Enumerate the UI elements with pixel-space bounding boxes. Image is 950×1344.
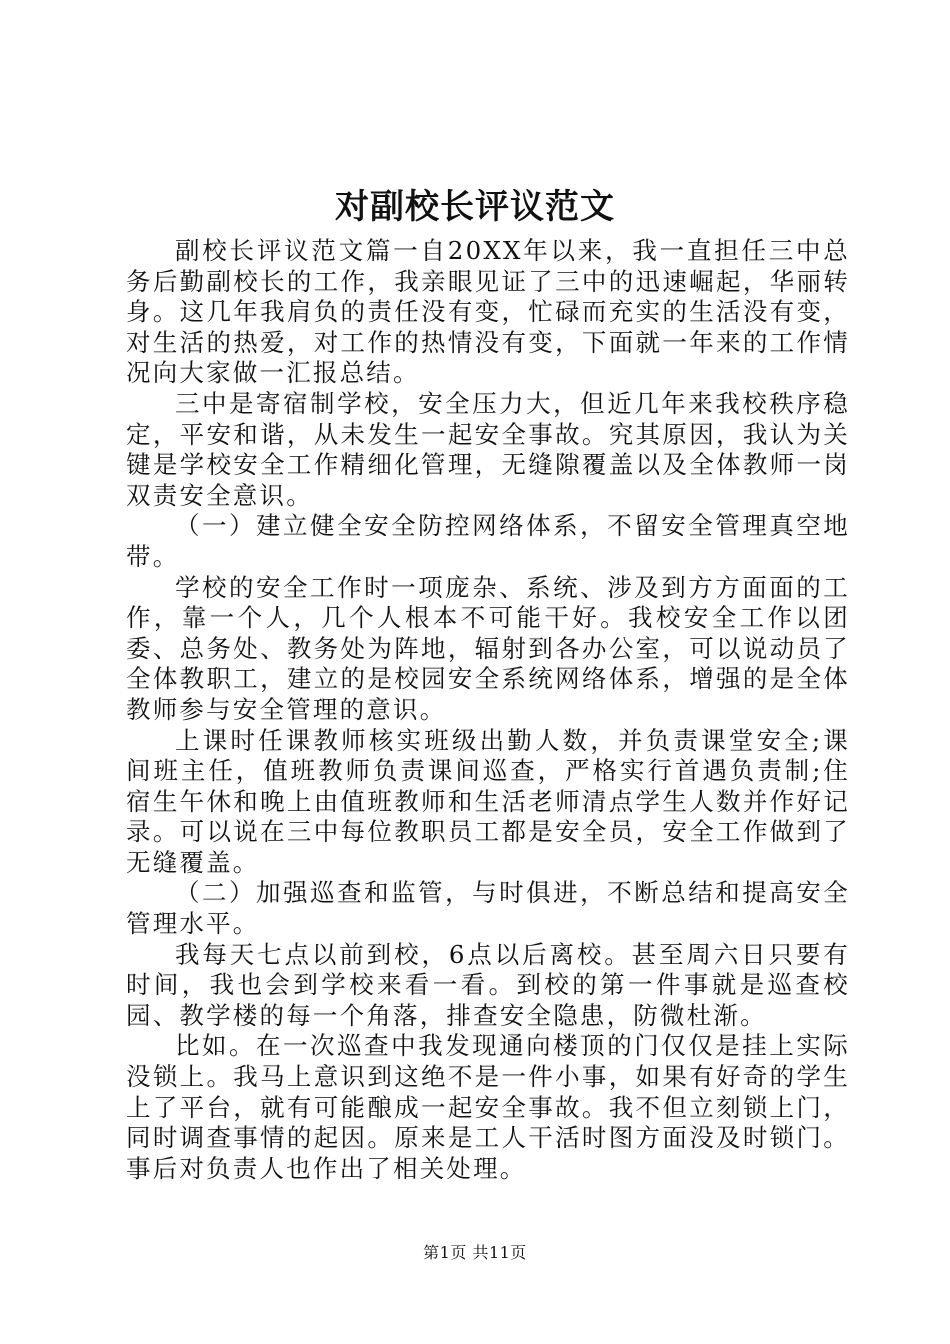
document-body xyxy=(126,236,850,1184)
document-title: 对副校长评议范文 xyxy=(335,187,615,227)
paragraph: 三中是寄宿制学校，安全压力大，但近几年来我校秩序稳定，平安和谐，从未发生一起安全事故。究其原因，我认为关键是学校安全工作精细化管理，无缝隙覆盖以及全体教师一岗双责安全意识。 xyxy=(126,388,850,510)
paragraph: 我每天七点以前到校，6点以后离校。甚至周六日只要有时间，我也会到学校来看一看。到校的第一件事就是巡查校园、教学楼的每一个角落，排查安全隐患，防微杜渐。 xyxy=(126,939,850,1030)
section-heading: （一）建立健全安全防控网络体系，不留安全管理真空地带。 xyxy=(126,511,850,571)
paragraph: 比如。在一次巡查中我发现通向楼顶的门仅仅是挂上实际没锁上。我马上意识到这绝不是一件小事，如果有好奇的学生上了平台，就有可能酿成一起安全事故。我不但立刻锁上门，同时调查事情的起因。原来是工人干活时图方面没及时锁门。事后对负责人也作出了相关处理。 xyxy=(126,1031,850,1183)
paragraph: 学校的安全工作时一项庞杂、系统、涉及到方方面面的工作，靠一个人，几个人根本不可能干好。我校安全工作以团委、总务处、教务处为阵地，辐射到各办公室，可以说动员了全体教职工，建立的是校园安全系统网络体系，增强的是全体教师参与安全管理的意识。 xyxy=(126,572,850,724)
page-number-footer: 第1页 共11页 xyxy=(423,1243,527,1262)
paragraph: 副校长评议范文篇一自20XX年以来，我一直担任三中总务后勤副校长的工作，我亲眼见证了三中的迅速崛起，华丽转身。这几年我肩负的责任没有变，忙碌而充实的生活没有变，对生活的热爱，对工作的热情没有变，下面就一年来的工作情况向大家做一汇报总结。 xyxy=(126,236,850,388)
section-heading: （二）加强巡查和监管，与时俱进，不断总结和提高安全管理水平。 xyxy=(126,878,850,939)
paragraph: 上课时任课教师核实班级出勤人数，并负责课堂安全;课间班主任，值班教师负责课间巡查，严格实行首遇负责制;住宿生午休和晚上由值班教师和生活老师清点学生人数并作好记录。可以说在三中每位教职员工都是安全员，安全工作做到了无缝覆盖。 xyxy=(126,725,850,877)
